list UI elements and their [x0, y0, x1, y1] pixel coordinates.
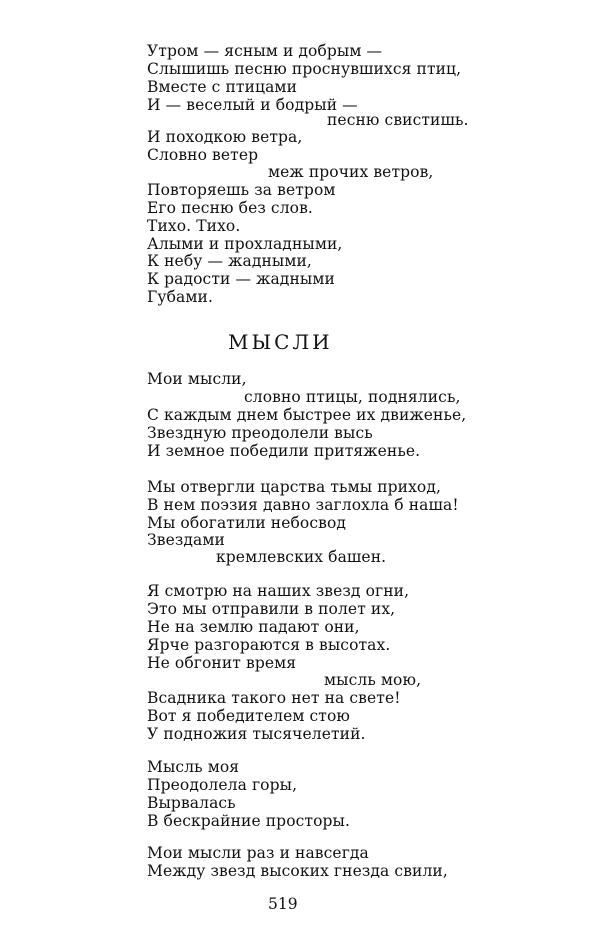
poem-line: Губами.	[147, 288, 213, 306]
page-number: 519	[268, 895, 298, 913]
poem-line: Слышишь песню проснувшихся птиц,	[147, 60, 462, 78]
poem-line: Всадника такого нет на свете!	[147, 689, 401, 707]
poem-line: Вот я победителем стою	[147, 707, 351, 725]
poem-line: И — веселый и бодрый —	[147, 96, 358, 114]
poem-line: Повторяешь за ветром	[147, 181, 336, 199]
poem-line: У подножия тысячелетий.	[147, 725, 366, 743]
poem-line: Ярче разгораются в высотах.	[147, 636, 391, 654]
poem-line: меж прочих ветров,	[268, 163, 434, 181]
poem-line: Тихо. Тихо.	[147, 217, 241, 235]
poem-line: Словно ветер	[147, 146, 259, 164]
poem-line: Алыми и прохладными,	[147, 235, 343, 253]
poem-line: Мы отвергли царства тьмы приход,	[147, 478, 442, 496]
poem-line: кремлевских башен.	[216, 548, 387, 566]
poem-line: Звездами	[147, 531, 225, 549]
poem-line: К небу — жадными,	[147, 252, 312, 270]
poem-line: И походкою ветра,	[147, 128, 303, 146]
poem-line: Это мы отправили в полет их,	[147, 600, 396, 618]
poem-line: Между звезд высоких гнезда свили,	[147, 862, 448, 880]
poem-line: Преодолела горы,	[147, 776, 298, 794]
poem-line: песню свистишь.	[327, 111, 469, 129]
poem-line: В бескрайние просторы.	[147, 812, 351, 830]
poem-line: Вместе с птицами	[147, 78, 298, 96]
poem-title: МЫСЛИ	[228, 330, 333, 354]
poem-line: Утром — ясным и добрым —	[147, 42, 383, 60]
poem-line: словно птицы, поднялись,	[244, 388, 461, 406]
poem-line: Звездную преодолели высь	[147, 424, 373, 442]
poem-line: Я смотрю на наших звезд огни,	[147, 582, 410, 600]
poem-line: Мои мысли раз и навсегда	[147, 844, 369, 862]
poem-line: С каждым днем быстрее их движенье,	[147, 406, 467, 424]
poem-line: В нем поэзия давно заглохла б наша!	[147, 496, 459, 514]
poem-line: Его песню без слов.	[147, 199, 313, 217]
poem-line: мысль мою,	[324, 671, 422, 689]
poem-line: Мы обогатили небосвод	[147, 514, 347, 532]
poem-line: К радости — жадными	[147, 270, 335, 288]
poem-line: Мои мысли,	[147, 370, 247, 388]
poem-line: Не обгонит время	[147, 654, 297, 672]
poem-line: Мысль моя	[147, 758, 240, 776]
poem-line: И земное победили притяженье.	[147, 442, 421, 460]
poem-line: Вырвалась	[147, 794, 236, 812]
poem-line: Не на землю падают они,	[147, 618, 360, 636]
